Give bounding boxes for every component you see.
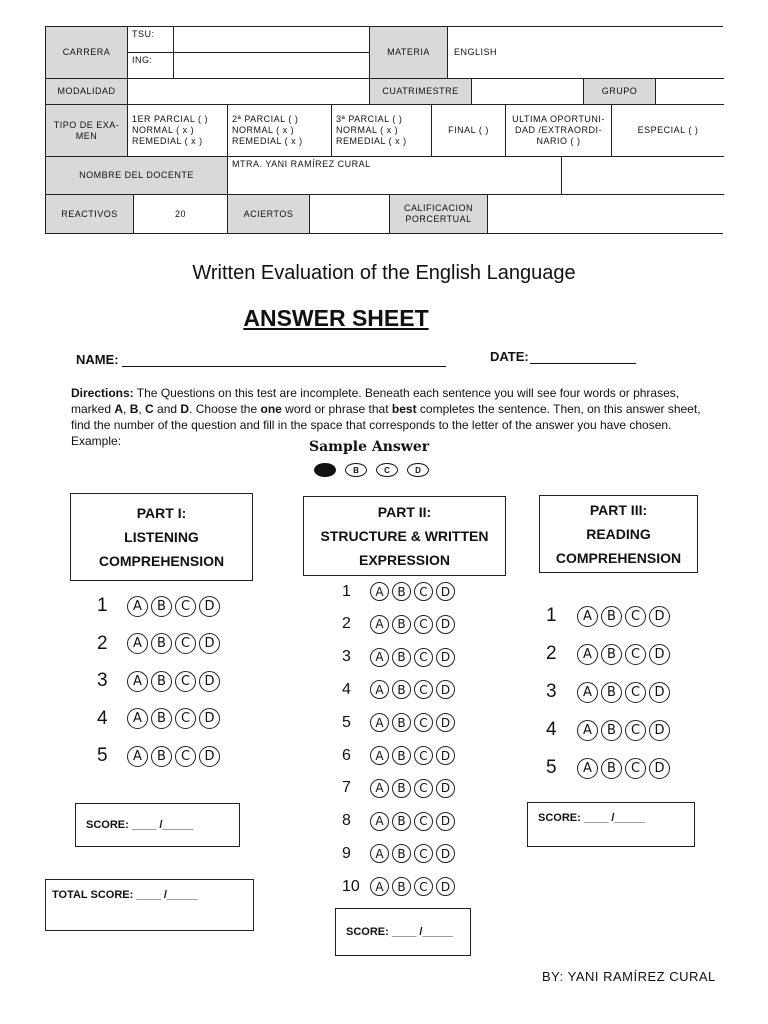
part2-q6-bubble-b[interactable]: B [392, 746, 411, 765]
part2-q6-bubble-a[interactable]: A [370, 746, 389, 765]
calificacion-field[interactable] [488, 195, 724, 233]
part1-q1-bubble-a[interactable]: A [127, 596, 148, 617]
calificacion-label [390, 195, 488, 233]
total-score-box[interactable]: TOTAL SCORE: ____ /_____ [45, 879, 254, 931]
part2-question-9 [342, 844, 458, 863]
part3-q4-bubble-d[interactable]: D [649, 720, 670, 741]
directions-part3: word or phrase that [281, 402, 392, 416]
part3-q2-bubble-a[interactable]: A [577, 644, 598, 665]
parcial2-cell [228, 105, 332, 157]
part3-q1-bubble-d[interactable]: D [649, 606, 670, 627]
part2-q5-bubble-c[interactable]: C [414, 713, 433, 732]
parcial2-line3: REMEDIAL ( x ) [232, 136, 303, 146]
part3-line2: READING [586, 526, 651, 542]
directions-comma2: , [138, 402, 146, 416]
part3-q4-bubble-c[interactable]: C [625, 720, 646, 741]
part2-q9-bubble-b[interactable]: B [392, 844, 411, 863]
ultima-cell [506, 105, 612, 157]
carrera-label: CARRERA [46, 27, 128, 79]
directions-best: best [391, 402, 417, 416]
part2-q2-bubble-a[interactable]: A [370, 615, 389, 634]
nombre-docente-label: NOMBRE DEL DOCENTE [46, 157, 228, 195]
part1-q5-bubble-b[interactable]: B [151, 746, 172, 767]
part1-question-number: 4 [97, 707, 108, 729]
part2-q8-bubble-c[interactable]: C [414, 812, 433, 831]
answer-sheet-title: ANSWER SHEET [243, 305, 429, 331]
docente-value: MTRA. YANI RAMÍREZ CURAL [228, 157, 562, 195]
part3-question-number: 5 [546, 757, 557, 778]
aciertos-label: ACIERTOS [228, 195, 310, 233]
tsu-label: TSU: [128, 27, 174, 53]
part1-question-number: 1 [97, 595, 108, 616]
part3-q4-bubble-b[interactable]: B [601, 720, 622, 741]
part3-question-number: 2 [546, 643, 557, 664]
part1-question-number: 5 [97, 745, 108, 766]
part1-q1-bubble-c[interactable]: C [175, 596, 196, 617]
part3-question-1 [546, 605, 673, 627]
directions-d: D [180, 402, 190, 416]
ultima-line1: ULTIMA OPORTUNI- [512, 114, 605, 124]
part1-q3-bubble-c[interactable]: C [175, 671, 196, 692]
directions-label: Directions: [71, 386, 134, 400]
part3-q4-bubble-a[interactable]: A [577, 720, 598, 741]
part2-question-3 [342, 648, 458, 667]
part3-q1-bubble-b[interactable]: B [601, 606, 622, 627]
part1-q2-bubble-c[interactable]: C [175, 633, 196, 654]
tsu-field[interactable] [174, 27, 370, 53]
part3-q3-bubble-c[interactable]: C [625, 682, 646, 703]
part1-q3-bubble-b[interactable]: B [151, 671, 172, 692]
part1-q5-bubble-a[interactable]: A [127, 746, 148, 767]
part2-q5-bubble-d[interactable]: D [436, 713, 455, 732]
aciertos-field[interactable] [310, 195, 390, 233]
directions-part2: . Choose the [189, 402, 261, 416]
part3-question-number: 4 [546, 719, 557, 740]
parcial2-line1: 2ª PARCIAL ( ) [232, 114, 299, 124]
part3-line3: COMPREHENSION [555, 550, 682, 566]
part2-question-number: 4 [342, 680, 351, 698]
part2-q3-bubble-b[interactable]: B [392, 648, 411, 667]
part2-q5-bubble-a[interactable]: A [370, 713, 389, 732]
part3-q5-bubble-a[interactable]: A [577, 758, 598, 779]
part3-question-number: 3 [546, 681, 557, 702]
part1-q4-bubble-a[interactable]: A [127, 708, 148, 729]
part1-line3: COMPREHENSION [98, 553, 225, 569]
part1-q4-bubble-d[interactable]: D [199, 708, 220, 729]
part2-q7-bubble-d[interactable]: D [436, 779, 455, 798]
parcial1-line3: REMEDIAL ( x ) [132, 136, 203, 146]
date-field[interactable] [530, 363, 636, 364]
part1-question-2 [97, 633, 223, 655]
name-label: NAME: [76, 352, 119, 367]
sample-bubble-b: B [345, 463, 367, 477]
directions-one: one [260, 402, 282, 416]
part3-q2-bubble-c[interactable]: C [625, 644, 646, 665]
part2-q6-bubble-d[interactable]: D [436, 746, 455, 765]
part1-question-3 [97, 670, 223, 692]
part2-title: PART II: [377, 504, 432, 520]
calificacion-line2: PORCERTUAL [405, 214, 472, 224]
part1-q2-bubble-d[interactable]: D [199, 633, 220, 654]
part2-q1-bubble-a[interactable]: A [370, 582, 389, 601]
part2-q4-bubble-a[interactable]: A [370, 680, 389, 699]
part1-q1-bubble-d[interactable]: D [199, 596, 220, 617]
part3-q1-bubble-a[interactable]: A [577, 606, 598, 627]
name-field[interactable] [122, 366, 446, 367]
especial-cell: ESPECIAL ( ) [612, 105, 724, 157]
ing-field[interactable] [174, 53, 370, 79]
part1-q2-bubble-b[interactable]: B [151, 633, 172, 654]
parcial3-line3: REMEDIAL ( x ) [336, 136, 407, 146]
part2-q10-bubble-c[interactable]: C [414, 877, 433, 896]
part2-question-number: 7 [342, 779, 351, 797]
part3-q5-bubble-b[interactable]: B [601, 758, 622, 779]
parcial3-line1: 3ª PARCIAL ( ) [336, 114, 403, 124]
part1-question-5 [97, 745, 223, 767]
part3-q1-bubble-c[interactable]: C [625, 606, 646, 627]
part2-score-box[interactable]: SCORE: ____ /_____ [335, 908, 471, 956]
parcial1-cell [128, 105, 228, 157]
parcial3-cell [332, 105, 432, 157]
part3-q3-bubble-a[interactable]: A [577, 682, 598, 703]
part1-q5-bubble-c[interactable]: C [175, 746, 196, 767]
sample-bubble-d: D [407, 463, 429, 477]
part2-question-1 [342, 582, 458, 601]
part2-q9-bubble-a[interactable]: A [370, 844, 389, 863]
part2-question-number: 3 [342, 648, 351, 666]
part2-q2-bubble-c[interactable]: C [414, 615, 433, 634]
part2-q1-bubble-b[interactable]: B [392, 582, 411, 601]
docente-extra-field[interactable] [562, 157, 724, 195]
sample-bubbles [314, 463, 438, 477]
part2-q10-bubble-b[interactable]: B [392, 877, 411, 896]
author-credit: BY: YANI RAMÍREZ CURAL [542, 969, 716, 984]
part2-q4-bubble-c[interactable]: C [414, 680, 433, 699]
directions-c: C [145, 402, 154, 416]
cuatrimestre-field[interactable] [472, 79, 584, 105]
part1-score-box[interactable]: SCORE: ____ /_____ [75, 803, 240, 847]
part2-q7-bubble-c[interactable]: C [414, 779, 433, 798]
part2-question-number: 1 [342, 582, 351, 600]
part2-q7-bubble-a[interactable]: A [370, 779, 389, 798]
part2-q4-bubble-b[interactable]: B [392, 680, 411, 699]
part2-line2: STRUCTURE & WRITTEN [320, 528, 489, 544]
part3-question-4 [546, 719, 673, 741]
part2-q6-bubble-c[interactable]: C [414, 746, 433, 765]
part3-box [539, 495, 698, 573]
part2-q1-bubble-d[interactable]: D [436, 582, 455, 601]
parcial1-line1: 1ER PARCIAL ( ) [132, 114, 209, 124]
part2-q7-bubble-b[interactable]: B [392, 779, 411, 798]
tipo-examen-label: TIPO DE EXA-MEN [46, 105, 128, 157]
part2-q1-bubble-c[interactable]: C [414, 582, 433, 601]
part2-question-6 [342, 746, 458, 765]
part3-question-number: 1 [546, 605, 557, 626]
directions-part4: completes the sentence. Then, on this answer sheet, find the number of the question and fill in the space that corresponds to the letter of the answer you have chosen. Example: [71, 402, 701, 448]
part2-q9-bubble-c[interactable]: C [414, 844, 433, 863]
ultima-line2: DAD /EXTRAORDI- [514, 125, 602, 135]
sample-bubble-c: C [376, 463, 398, 477]
directions-part1: The Questions on this test are incomplete. Beneath each sentence you will see four words or phrases, marked [71, 386, 680, 416]
directions-comma1: , [123, 402, 130, 416]
part3-question-5 [546, 757, 673, 779]
part3-q3-bubble-d[interactable]: D [649, 682, 670, 703]
modalidad-field[interactable] [128, 79, 370, 105]
calificacion-line1: CALIFICACION [403, 203, 473, 213]
part2-q8-bubble-d[interactable]: D [436, 812, 455, 831]
part3-q2-bubble-b[interactable]: B [601, 644, 622, 665]
part1-title: PART I: [136, 505, 187, 521]
part3-question-2 [546, 643, 673, 665]
part2-q9-bubble-d[interactable]: D [436, 844, 455, 863]
cuatrimestre-label: CUATRIMESTRE [370, 79, 472, 105]
part2-q3-bubble-d[interactable]: D [436, 648, 455, 667]
part1-q1-bubble-b[interactable]: B [151, 596, 172, 617]
directions-and: and [153, 402, 181, 416]
materia-value: ENGLISH [448, 27, 724, 79]
page-title: Written Evaluation of the English Language [192, 262, 576, 284]
part1-q2-bubble-a[interactable]: A [127, 633, 148, 654]
part2-q10-bubble-d[interactable]: D [436, 877, 455, 896]
part2-q5-bubble-b[interactable]: B [392, 713, 411, 732]
part3-question-3 [546, 681, 673, 703]
directions-a: A [114, 402, 124, 416]
parcial2-line2: NORMAL ( x ) [232, 125, 295, 135]
part3-q5-bubble-d[interactable]: D [649, 758, 670, 779]
part1-box [70, 493, 253, 581]
part3-q2-bubble-d[interactable]: D [649, 644, 670, 665]
part2-question-number: 6 [342, 746, 351, 764]
modalidad-label: MODALIDAD [46, 79, 128, 105]
part3-score-box[interactable]: SCORE: ____ /_____ [527, 802, 695, 847]
part1-question-4 [97, 708, 223, 730]
part2-question-number: 2 [342, 615, 351, 633]
part3-q5-bubble-c[interactable]: C [625, 758, 646, 779]
parcial1-line2: NORMAL ( x ) [132, 125, 195, 135]
reactivos-value: 20 [134, 195, 228, 233]
grupo-label: GRUPO [584, 79, 656, 105]
part2-q3-bubble-a[interactable]: A [370, 648, 389, 667]
ultima-line3: NARIO ( ) [536, 136, 581, 146]
part1-q3-bubble-a[interactable]: A [127, 671, 148, 692]
part2-question-8 [342, 812, 458, 831]
part2-question-7 [342, 779, 458, 798]
part2-q2-bubble-b[interactable]: B [392, 615, 411, 634]
part2-question-4 [342, 680, 458, 699]
part2-box [303, 496, 506, 576]
part2-q10-bubble-a[interactable]: A [370, 877, 389, 896]
date-label: DATE: [490, 349, 529, 364]
part2-question-number: 9 [342, 844, 351, 862]
final-cell: FINAL ( ) [432, 105, 506, 157]
part2-q8-bubble-a[interactable]: A [370, 812, 389, 831]
part1-q5-bubble-d[interactable]: D [199, 746, 220, 767]
part2-question-number: 5 [342, 713, 351, 731]
part1-line2: LISTENING [124, 529, 199, 545]
part3-q3-bubble-b[interactable]: B [601, 682, 622, 703]
part2-question-2 [342, 615, 458, 634]
part2-q4-bubble-d[interactable]: D [436, 680, 455, 699]
part2-q2-bubble-d[interactable]: D [436, 615, 455, 634]
directions-b: B [129, 402, 139, 416]
part2-line3: EXPRESSION [358, 552, 451, 568]
materia-label: MATERIA [370, 27, 448, 79]
ing-label: ING: [128, 53, 174, 79]
part1-question-number: 3 [97, 670, 108, 691]
part2-question-10 [342, 877, 458, 896]
header-table [45, 26, 723, 234]
part1-question-1 [97, 595, 223, 617]
part2-q3-bubble-c[interactable]: C [414, 648, 433, 667]
reactivos-label: REACTIVOS [46, 195, 134, 233]
parcial3-line2: NORMAL ( x ) [336, 125, 399, 135]
sample-bubble-a-filled [314, 463, 336, 477]
part1-q3-bubble-d[interactable]: D [199, 671, 220, 692]
grupo-field[interactable] [656, 79, 724, 105]
part1-question-number: 2 [97, 632, 108, 654]
part1-q4-bubble-c[interactable]: C [175, 708, 196, 729]
part2-q8-bubble-b[interactable]: B [392, 812, 411, 831]
part2-question-number: 8 [342, 812, 351, 830]
part2-question-5 [342, 713, 458, 732]
sample-answer-title: Sample Answer [309, 439, 430, 455]
part3-title: PART III: [589, 502, 648, 518]
part1-q4-bubble-b[interactable]: B [151, 708, 172, 729]
part2-question-number: 10 [342, 877, 360, 895]
